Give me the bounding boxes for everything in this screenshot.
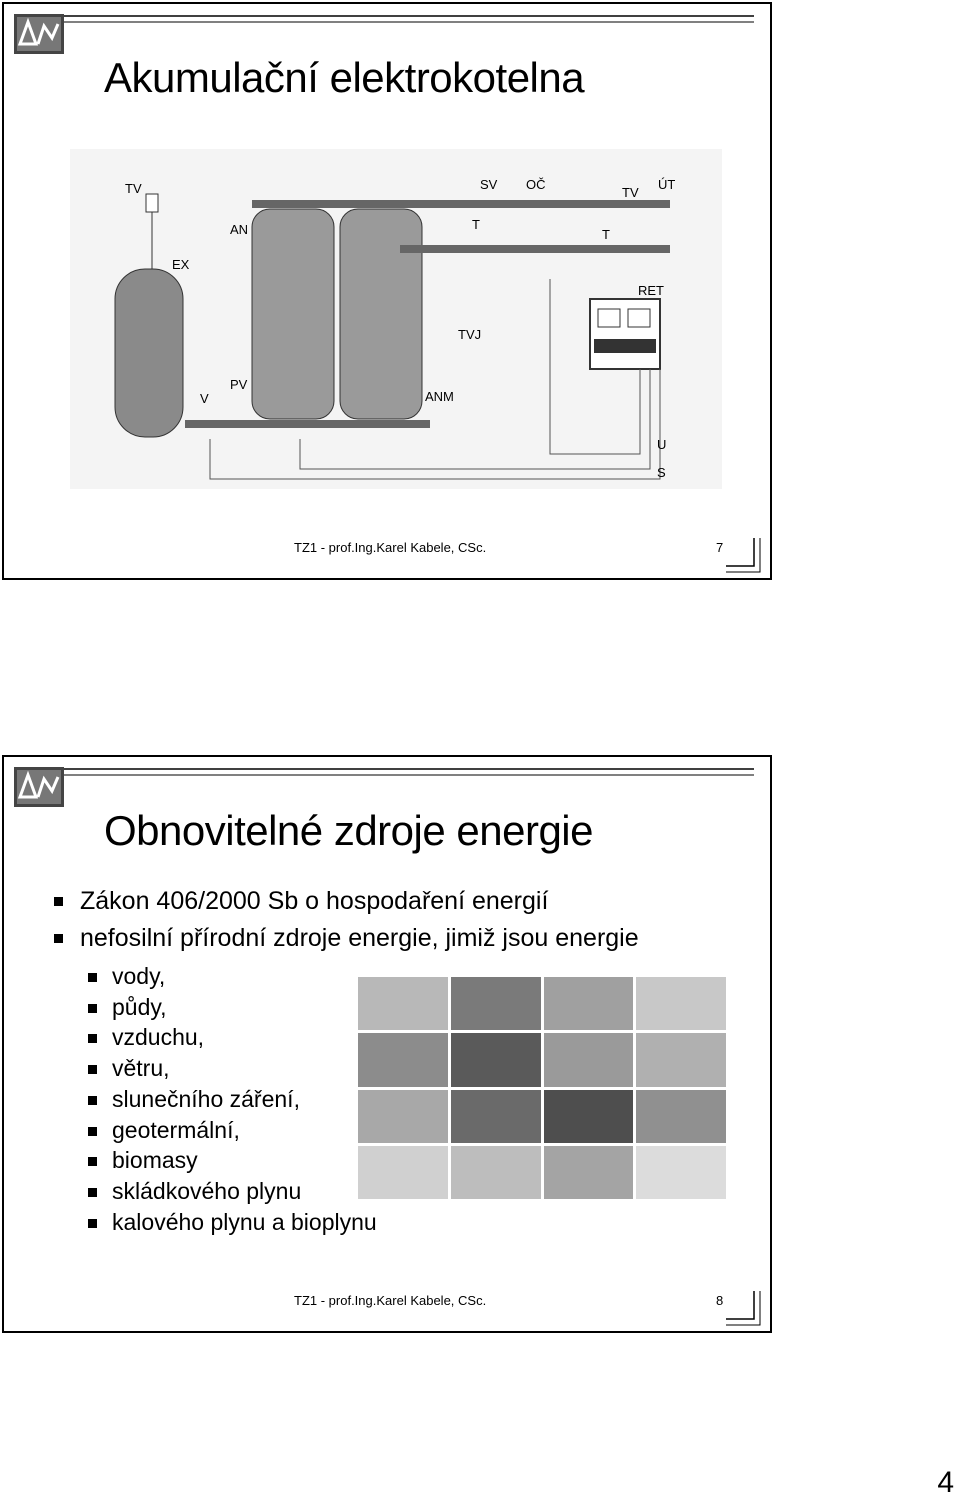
boiler-room-diagram — [70, 149, 722, 489]
bullet-item: Zákon 406/2000 Sb o hospodaření energií — [50, 883, 639, 920]
slide-7 — [2, 2, 772, 580]
slide-title: Obnovitelné zdroje energie — [104, 807, 593, 854]
sub-bullet-item: slunečního záření, — [84, 1084, 377, 1115]
svg-text:OČ: OČ — [526, 177, 546, 192]
slide-footer: TZ1 - prof.Ing.Karel Kabele, CSc. — [294, 1293, 487, 1308]
photo-tile — [636, 1146, 726, 1199]
slide-title: Akumulační elektrokotelna — [104, 54, 585, 101]
header-rule — [64, 10, 754, 30]
svg-text:PV: PV — [230, 377, 248, 392]
svg-text:TVJ: TVJ — [458, 327, 482, 342]
header-rule — [64, 763, 754, 783]
sub-bullet-list — [84, 961, 377, 1237]
sub-bullet-item: biomasy — [84, 1145, 377, 1176]
cvut-logo-icon — [14, 767, 64, 807]
sub-bullet-item: kalového plynu a bioplynu — [84, 1207, 377, 1238]
sub-bullet-item: vzduchu, — [84, 1022, 377, 1053]
renewables-photo-collage — [358, 977, 726, 1199]
corner-bracket — [724, 536, 764, 576]
svg-text:S: S — [657, 465, 666, 480]
photo-tile — [636, 1090, 726, 1143]
accumulator-tank-2 — [340, 209, 422, 419]
sub-bullet-item: větru, — [84, 1053, 377, 1084]
svg-text:TV: TV — [622, 185, 639, 200]
svg-text:T: T — [472, 217, 480, 232]
photo-tile — [636, 977, 726, 1030]
document-page-number: 4 — [937, 1466, 954, 1499]
photo-tile — [544, 977, 634, 1030]
photo-tile — [544, 1146, 634, 1199]
svg-text:EX: EX — [172, 257, 190, 272]
corner-bracket — [724, 1289, 764, 1329]
svg-text:AN: AN — [230, 222, 249, 237]
bullet-list — [50, 883, 639, 957]
sub-bullet-item: vody, — [84, 961, 377, 992]
svg-text:ÚT: ÚT — [658, 177, 676, 192]
svg-text:V: V — [200, 391, 209, 406]
cvut-logo-icon — [14, 14, 64, 54]
photo-tile — [544, 1033, 634, 1086]
expansion-tank — [115, 269, 183, 437]
photo-tile — [636, 1033, 726, 1086]
slide-number: 8 — [716, 1293, 724, 1308]
svg-text:SV: SV — [480, 177, 498, 192]
svg-text:RET: RET — [638, 283, 664, 298]
sub-bullet-item: půdy, — [84, 992, 377, 1023]
svg-text:TV: TV — [125, 181, 142, 196]
svg-text:T: T — [602, 227, 610, 242]
photo-tile — [451, 1033, 541, 1086]
photo-tile — [451, 1090, 541, 1143]
slide-number: 7 — [716, 540, 724, 555]
photo-tile — [451, 977, 541, 1030]
sub-bullet-item: geotermální, — [84, 1115, 377, 1146]
sub-bullet-item: skládkového plynu — [84, 1176, 377, 1207]
svg-text:U: U — [657, 437, 667, 452]
svg-text:ANM: ANM — [425, 389, 454, 404]
slide-footer: TZ1 - prof.Ing.Karel Kabele, CSc. — [294, 540, 487, 555]
accumulator-tank-1 — [252, 209, 334, 419]
bullet-item: nefosilní přírodní zdroje energie, jimiž jsou energie — [50, 920, 639, 957]
photo-tile — [544, 1090, 634, 1143]
slide-8 — [2, 755, 772, 1333]
photo-tile — [451, 1146, 541, 1199]
